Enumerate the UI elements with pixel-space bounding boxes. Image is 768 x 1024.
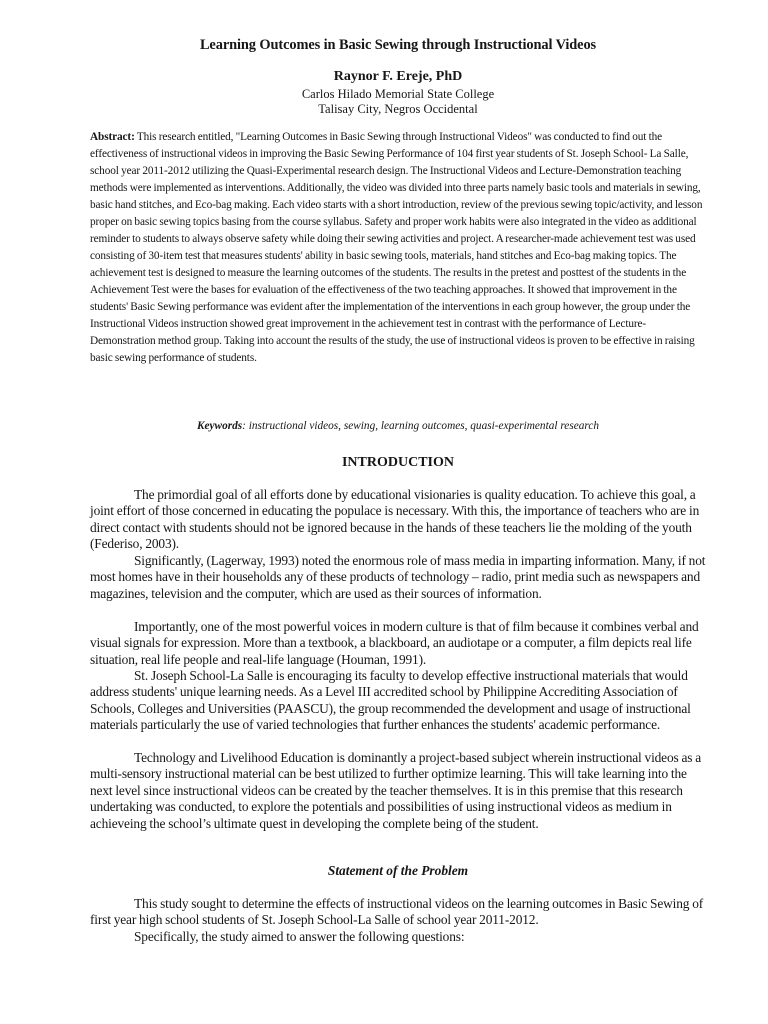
abstract xyxy=(90,129,708,367)
author-location: Talisay City, Negros Occidental xyxy=(318,102,478,116)
abstract-text: This research entitled, "Learning Outcomes in Basic Sewing through Instructional Videos" was conducted to find out the effectiveness of instructional videos in improving the Basic Sewing Performance of 104 first year students of St. Joseph School- La Salle, school year 2011-2012 utilizing the Quasi-Experimental research design. The Instructional Videos and Lecture-Demonstration teaching methods were implemented as interventions. Additionally, the video was divided into three parts namely basic tools and materials in sewing, basic hand stitches, and Eco-bag making. Each video starts with a short introduction, review of the previous sewing topic/activity, and lesson proper on basic sewing topics basing from the course syllabus. Safety and proper work habits were also integrated in the video as additional reminder to students to always observe safety while doing their sewing activities and project. A researcher-made achievement test was used consisting of 30-item test that measures students' ability in basic sewing tools, materials, hand stitches and Eco-bag making topics. The achievement test is designed to measure the learning outcomes of the students. The results in the pretest and posttest of the students in the Achievement Test were the bases for evaluation of the effectiveness of the two teaching approaches. It showed that improvement in the students' Basic Sewing performance was evident after the implementation of the interventions in each group however, the group under the Instructional Videos instruction showed great improvement in the achievement test in contrast with the performance of Lecture-Demonstration method group. Taking into account the results of the study, the use of instructional videos is proven to be effective in raising basic sewing performance of students. xyxy=(90,131,703,364)
intro-paragraph: St. Joseph School-La Salle is encouraging its faculty to develop effective instructional materials that would address students' unique learning needs. As a Level III accredited school by Philippine Accrediting Association of Schools, Colleges and Universities (PAASCU), the group recommended the development and usage of instructional materials particularly the use of varied technologies that further enhances the students' academic performance. xyxy=(90,668,691,733)
statement-paragraph: This study sought to determine the effects of instructional videos on the learning outcomes in Basic Sewing of first year high school students of St. Joseph School-La Salle of school year 2011-2012. xyxy=(90,896,704,928)
intro-paragraph: Importantly, one of the most powerful voices in modern culture is that of film because it combines verbal and visual signals for expression. More than a textbook, a blackboard, an audiotape or a computer, a film depicts real life situation, real life people and real-life language (Houman, 1991). xyxy=(90,619,699,667)
statement-paragraph: Specifically, the study aimed to answer the following questions: xyxy=(134,929,465,944)
abstract-label: Abstract: xyxy=(90,131,135,143)
paper-title: Learning Outcomes in Basic Sewing through Instructional Videos xyxy=(199,37,597,53)
keywords-label: Keywords xyxy=(196,420,243,432)
keywords xyxy=(90,418,706,435)
intro-paragraph: The primordial goal of all efforts done by educational visionaries is quality education. To achieve this goal, a joint effort of those concerned in educating the populace is necessary. With this, the importance of teachers who are in direct contact with students should not be ignored because in the hands of these teachers lie the molding of the youth (Federiso, 2003). xyxy=(90,487,700,552)
keywords-text: : instructional videos, sewing, learning outcomes, quasi-experimental research xyxy=(242,420,600,432)
author-name: Raynor F. Ereje, PhD xyxy=(333,69,463,84)
statement-of-problem-heading: Statement of the Problem xyxy=(327,863,469,878)
author-affiliation: Carlos Hilado Memorial State College xyxy=(301,87,495,101)
introduction-heading: INTRODUCTION xyxy=(341,455,454,470)
intro-paragraph: Significantly, (Lagerway, 1993) noted the enormous role of mass media in imparting information. Many, if not most homes have in their households any of these products of technology – radio, print media such as newspapers and magazines, television and the computer, which are used as their sources of information. xyxy=(90,553,706,601)
intro-paragraph: Technology and Livelihood Education is dominantly a project-based subject wherein instructional videos as a multi-sensory instructional material can be best utilized to further optimize learning. This will take learning into the next level since instructional videos can be created by the teacher themselves. It is in this premise that this research undertaking was conducted, to explore the potentials and possibilities of using instructional videos as medium in achieveing the school’s ultimate quest in developing the complete being of the student. xyxy=(90,750,702,831)
